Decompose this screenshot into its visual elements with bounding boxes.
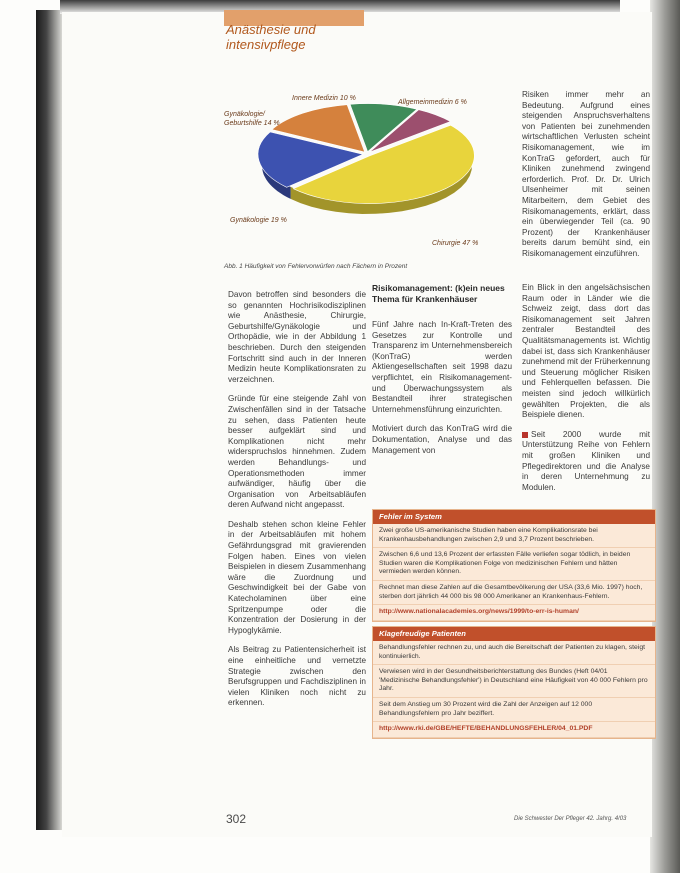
section-title bbox=[226, 22, 386, 52]
book-spine bbox=[650, 0, 680, 873]
pie-chart-svg bbox=[222, 92, 512, 252]
pie-label-gynäkologie: Gynäkologie 19 % bbox=[230, 217, 287, 224]
right-paragraph-3-text: Seit 2000 wurde mit Unterstützung Reihe von Fehlern mit großen Kliniken und Pflegedirektoren und die Analyse in deren Unternehmung zu Modulen. bbox=[522, 429, 650, 492]
info-box-fehler-link-row bbox=[373, 605, 655, 621]
page-number: 302 bbox=[226, 812, 247, 826]
section-title-line-2: intensivpflege bbox=[226, 37, 306, 52]
pie-chart bbox=[222, 92, 512, 252]
info-box-klage-item: Seit dem Anstieg um 30 Prozent wird die Zahl der Anzeigen auf 12 000 Behandlungsfehlern pro Jahr beziffert. bbox=[373, 698, 655, 722]
pie-label-chirurgie: Chirurgie 47 % bbox=[432, 240, 479, 247]
info-box-klage-item: Verwiesen wird in der Gesundheitsberichterstattung des Bundes (Heft 04/01 'Medizinische Behandlungsfehler') in Deutschland eine Häufigkeit von 40 000 Fehlern pro Jahr. bbox=[373, 665, 655, 698]
middle-paragraph-2: Motiviert durch das KonTraG wird die Dokumentation, Analyse und das Management von bbox=[372, 424, 512, 455]
book-left-edge bbox=[36, 10, 62, 830]
chart-caption: Abb. 1 Häufigkeit von Fehlervorwürfen nach Fächern in Prozent bbox=[224, 263, 408, 270]
info-box-fehler-link[interactable]: http://www.nationalacademies.org/news/1999/to-err-is-human/ bbox=[379, 608, 579, 616]
info-box-fehler bbox=[372, 509, 656, 622]
left-paragraph-3: Deshalb stehen schon kleine Fehler in der Arbeitsabläufen mit hohem Gefährdungsgrad mit gravierenden Folgen haben. Eines von vielen Beispielen in diesem Zusammenhang wäre die Zuordnung und Geschwindigkeit bei der Gabe von Katecholaminen über eine Spritzenpumpe oder die Konzentration der Dosierung in der Hypoglykämie. bbox=[228, 519, 366, 635]
middle-paragraph-1: Fünf Jahre nach In-Kraft-Treten des Gesetzes zur Kontrolle und Transparenz im Unternehmensbereich (KonTraG) werden Aktiengesellschaften seit 1998 dazu verpflichtet, ein Risikomanagement- und Überwachungssystem als Bestandteil ihrer strategischen Unternehmensführung einzurichten. bbox=[372, 320, 512, 414]
section-title-line-1: Anästhesie und bbox=[226, 22, 316, 37]
left-column bbox=[228, 290, 366, 718]
info-box-fehler-item: Rechnet man diese Zahlen auf die Gesamtbevölkerung der USA (33,6 Mio. 1997) hoch, sterben dort jährlich 44 000 bis 98 000 Amerikaner an Krankenhaus-Fehlern. bbox=[373, 581, 655, 605]
right-paragraph-2: Ein Blick in den angelsächsischen Raum oder in Länder wie die Schweiz zeigt, dass dort das Risikomanagement seit Jahren zentraler Bestandteil des Qualitätsmanagements ist. Wichtig dabei ist, dass sich Krankenhäuser zunehmend mit der Früherkennung und Steuerung möglicher Risiken und Fehlerquellen befassen. Die meisten sind jedoch willkürlich gewählten Projekten, die als Beispiele dienen. bbox=[522, 283, 650, 420]
right-paragraph-3 bbox=[522, 430, 650, 494]
pie-label-prefix: Gynäkologie/ bbox=[224, 111, 265, 118]
info-box-fehler-item: Zwei große US-amerikanische Studien haben eine Komplikationsrate bei Krankenhausbehandlungen zwischen 2,9 und 3,7 Prozent beschrieben. bbox=[373, 524, 655, 548]
pie-label-geburtshilfe bbox=[224, 111, 280, 127]
middle-heading: Risikomanagement: (k)ein neues Thema für Krankenhäuser bbox=[372, 283, 505, 304]
info-box-fehler-title: Fehler im System bbox=[373, 510, 655, 524]
left-paragraph-1: Davon betroffen sind besonders die so genannten Hochrisikodisziplinen wie Anästhesie, Chirurgie, Geburtshilfe/Gynäkologie und Orthopädie, wie in der Abbildung 1 beschrieben. Durch den steigenden Fortschritt sind auch in der Inneren Medizin heute Komplikationsraten zu verzeichnen. bbox=[228, 290, 366, 384]
pie-label-text: Geburtshilfe 14 % bbox=[224, 120, 280, 127]
left-paragraph-2: Gründe für eine steigende Zahl von Zwischenfällen sind in der Tatsache zu sehen, dass Patienten heute besser aufgeklärt sind und Komplikationen nicht mehr widerspruchslos hinnehmen. Zudem werden Behandlungs- und Operationsmethoden immer aufwändiger, häufig über die Organisation von Arbeitsabläufen deren Aufwand nicht angepasst. bbox=[228, 394, 366, 510]
info-box-klage bbox=[372, 626, 656, 739]
right-column-top bbox=[522, 90, 650, 269]
right-column-bottom bbox=[522, 283, 650, 502]
left-paragraph-4: Als Beitrag zu Patientensicherheit ist eine einheitliche und vernetzte Strategie zwischen den Berufsgruppen und Fachdisziplinen in vielen Kliniken noch nicht zu erkennen. bbox=[228, 645, 366, 708]
middle-column bbox=[372, 320, 512, 465]
info-box-fehler-item: Zwischen 6,6 und 13,6 Prozent der erfassten Fälle verliefen sogar tödlich, in beiden Studien waren die Komplikationen Folge von medizinischen Fehlern und hätten vermieden werden können. bbox=[373, 548, 655, 581]
info-box-klage-link-row bbox=[373, 722, 655, 738]
right-paragraph-1: Risiken immer mehr an Bedeutung. Aufgrund eines steigenden Anspruchsverhaltens von Patienten bei zunehmenden wirtschaftlichen Verlusten scheint Risikomanagement, wie im KonTraG gefordert, auch für Kliniken zunehmend zwingend erforderlich. Prof. Dr. Dr. Ulrich Ulsenheimer mit seinen Mitarbeitern, dem Gebiet des Risikomanagements, erklärt, dass ein überwiegender Teil (ca. 90 Prozent) der Krankenhäuser bereits darum bemüht sind, ein Risikomanagement einzuführen. bbox=[522, 90, 650, 258]
pie-label-innere medizin: Innere Medizin 10 % bbox=[292, 95, 356, 102]
info-box-klage-item: Behandlungsfehler rechnen zu, und auch die Bereitschaft der Patienten zu klagen, steigt kontinuierlich. bbox=[373, 641, 655, 665]
info-box-klage-title: Klagefreudige Patienten bbox=[373, 627, 655, 641]
info-box-klage-link[interactable]: http://www.rki.de/GBE/HEFTE/BEHANDLUNGSFEHLER/04_01.PDF bbox=[379, 725, 593, 733]
journal-footer: Die Schwester Der Pfleger 42. Jahrg. 4/03 bbox=[514, 816, 627, 822]
bullet-square-icon bbox=[522, 432, 528, 438]
pie-label-allgemeinmedizin: Allgemeinmedizin 6 % bbox=[398, 99, 467, 106]
